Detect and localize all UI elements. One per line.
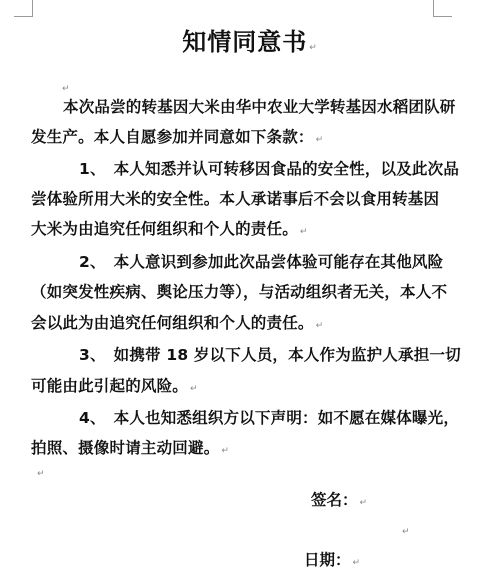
signature-label: 签名：: [311, 491, 358, 509]
clause-1-line-2: [31, 189, 439, 209]
paragraph-mark-icon: ↵: [352, 558, 361, 568]
clause-4-line-2: [31, 438, 229, 461]
line-text: 尝体验所用大米的安全性。本人承诺事后不会以食用转基因: [31, 190, 440, 208]
date-line: [304, 550, 360, 573]
paragraph-mark-icon: ↵: [37, 469, 45, 479]
paragraph-mark-icon: ↵: [309, 43, 318, 53]
line-text: 发生产。本人自愿参加并同意如下条款：: [31, 128, 314, 146]
clause-4-line-1: [79, 408, 459, 428]
line-text: （如突发性疾病、舆论压力等），与活动组织者无关，本人不: [31, 283, 448, 301]
clause-3-line-1: [79, 345, 461, 365]
clause-2-line-2: [31, 282, 447, 302]
clause-2-line-3: [31, 313, 323, 336]
crop-mark-top-right: [433, 16, 452, 17]
title-text: 知情同意书: [182, 28, 308, 56]
clause-2-line-1: [79, 252, 443, 272]
empty-paragraph: [62, 76, 82, 94]
intro-line-1: [63, 97, 456, 117]
line-text: 2、 本人意识到参加此次品尝体验可能存在其他风险: [79, 253, 444, 271]
paragraph-mark-icon: ↵: [402, 527, 410, 537]
line-text: 拍照、摄像时请主动回避。: [31, 439, 220, 457]
paragraph-mark-icon: ↵: [221, 446, 230, 456]
paragraph-mark-icon: ↵: [299, 227, 308, 237]
paragraph-mark-icon: ↵: [190, 384, 198, 394]
clause-3-line-2: [31, 376, 198, 399]
line-text: 3、 如携带 18 岁以下人员，本人作为监护人承担一切: [79, 346, 461, 364]
document-title: [0, 26, 500, 64]
line-text: 会以此为由追究任何组织和个人的责任。: [31, 314, 314, 332]
signature-line: [311, 490, 367, 513]
clause-1-line-1: [79, 159, 459, 179]
crop-mark-top-left: [14, 16, 33, 17]
crop-mark-top-right: [433, 0, 434, 16]
line-text: 可能由此引起的风险。: [31, 377, 189, 395]
clause-1-line-3: [31, 219, 308, 242]
paragraph-mark-icon: ↵: [359, 498, 368, 508]
intro-line-2: [31, 127, 323, 150]
crop-mark-top-left: [32, 0, 33, 16]
line-text: 本次品尝的转基因大米由华中农业大学转基因水稻团队研: [63, 98, 456, 116]
paragraph-mark-icon: ↵: [315, 135, 324, 145]
date-label: 日期：: [304, 551, 351, 569]
line-text: 大米为由追究任何组织和个人的责任。: [31, 220, 298, 238]
line-text: 1、 本人知悉并认可转移因食品的安全性，以及此次品: [79, 160, 460, 178]
paragraph-mark-icon: ↵: [62, 84, 70, 94]
line-text: 4、 本人也知悉组织方以下声明：如不愿在媒体曝光，: [79, 409, 460, 427]
paragraph-mark-icon: ↵: [315, 321, 324, 331]
